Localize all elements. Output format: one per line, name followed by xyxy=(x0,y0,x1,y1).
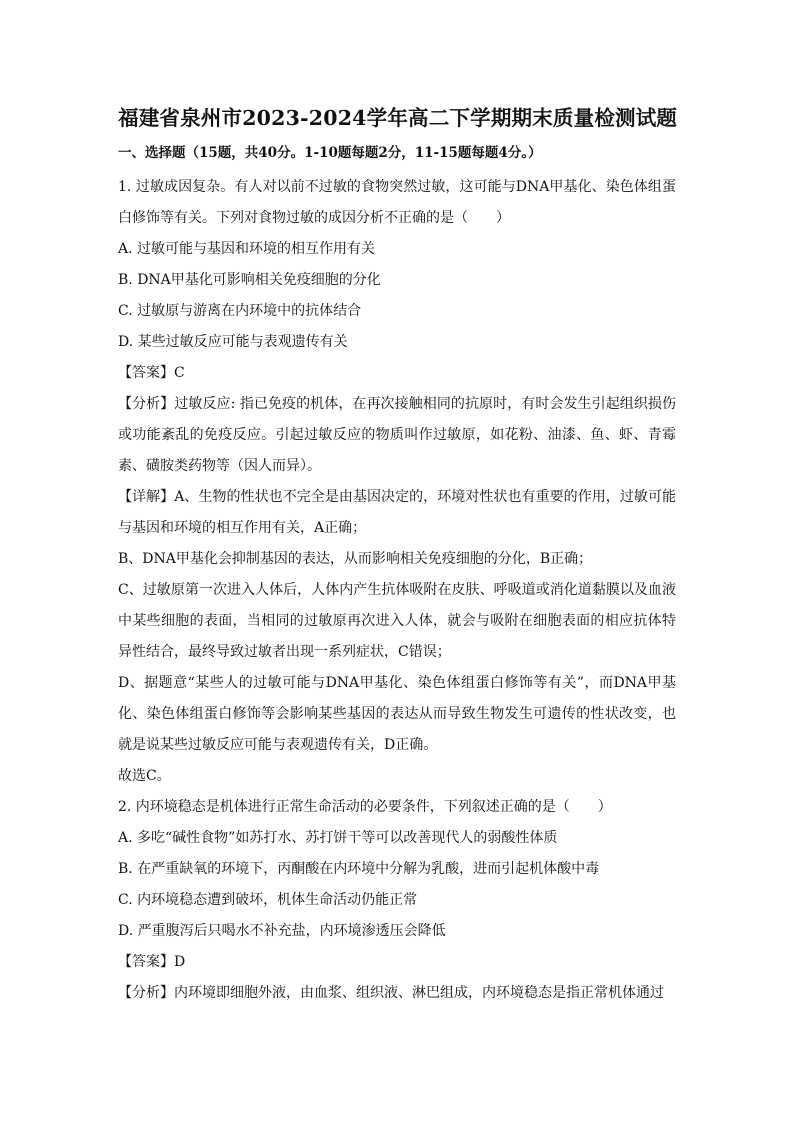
question-1-option-d: D. 某些过敏反应可能与表观遗传有关 xyxy=(118,334,348,350)
question-2-option-c: C. 内环境稳态遭到破坏，机体生命活动仍能正常 xyxy=(118,892,418,908)
question-2-answer: 【答案】D xyxy=(118,954,186,970)
question-1-conclusion: 故选C。 xyxy=(118,768,171,784)
question-1-option-a: A. 过敏可能与基因和环境的相互作用有关 xyxy=(118,241,376,257)
question-1-option-b: B. DNA甲基化可影响相关免疫细胞的分化 xyxy=(118,272,381,288)
question-2-option-b: B. 在严重缺氧的环境下，丙酮酸在内环境中分解为乳酸，进而引起机体酸中毒 xyxy=(118,861,600,877)
question-1-detail-d: D、据题意“某些人的过敏可能与DNA甲基化、染色体组蛋白修饰等有关”，而DNA甲基化、染色体组蛋白修饰等会影响某些基因的表达从而导致生物发生可遗传的性状改变，也就是说某些过敏反应可能与表观遗传有关，D正确。 xyxy=(118,675,676,753)
question-1-analysis: 【分析】过敏反应: 指已免疫的机体，在再次接触相同的抗原时，有时会发生引起组织损伤或功能紊乱的免疫反应。引起过敏反应的物质叫作过敏原，如花粉、油漆、鱼、虾、青霉素、磺胺类药物等（因人而异）。 xyxy=(118,396,676,474)
question-2-option-a: A. 多吃“碱性食物”如苏打水、苏打饼干等可以改善现代人的弱酸性体质 xyxy=(118,830,558,846)
question-1-detail-c: C、过敏原第一次进入人体后，人体内产生抗体吸附在皮肤、呼吸道或消化道黏膜以及血液中某些细胞的表面，当相同的过敏原再次进入人体，就会与吸附在细胞表面的相应抗体特异性结合，最终导致过敏者出现一系列症状，C错误； xyxy=(118,582,676,660)
question-1-detail-a: 【详解】A、生物的性状也不完全是由基因决定的，环境对性状也有重要的作用，过敏可能与基因和环境的相互作用有关，A正确； xyxy=(118,489,676,536)
section-heading: 一、选择题（15题，共40分。1-10题每题2分，11-15题每题4分。） xyxy=(118,145,542,161)
question-2-analysis: 【分析】内环境即细胞外液，由血浆、组织液、淋巴组成，内环境稳态是指正常机体通过 xyxy=(118,985,664,1001)
question-1-option-c: C. 过敏原与游离在内环境中的抗体结合 xyxy=(118,303,362,319)
question-1-stem: 1. 过敏成因复杂。有人对以前不过敏的食物突然过敏，这可能与DNA甲基化、染色体组蛋白修饰等有关。下列对食物过敏的成因分析不正确的是（ ） xyxy=(118,179,676,226)
document-title: 福建省泉州市2023-2024学年高二下学期期末质量检测试题 xyxy=(118,106,678,130)
question-1-answer: 【答案】C xyxy=(118,365,185,381)
question-2-option-d: D. 严重腹泻后只喝水不补充盐，内环境渗透压会降低 xyxy=(118,923,446,939)
question-1-detail-b: B、DNA甲基化会抑制基因的表达，从而影响相关免疫细胞的分化，B正确； xyxy=(118,551,593,567)
question-2-stem: 2. 内环境稳态是机体进行正常生命活动的必要条件，下列叙述正确的是（ ） xyxy=(118,799,612,815)
